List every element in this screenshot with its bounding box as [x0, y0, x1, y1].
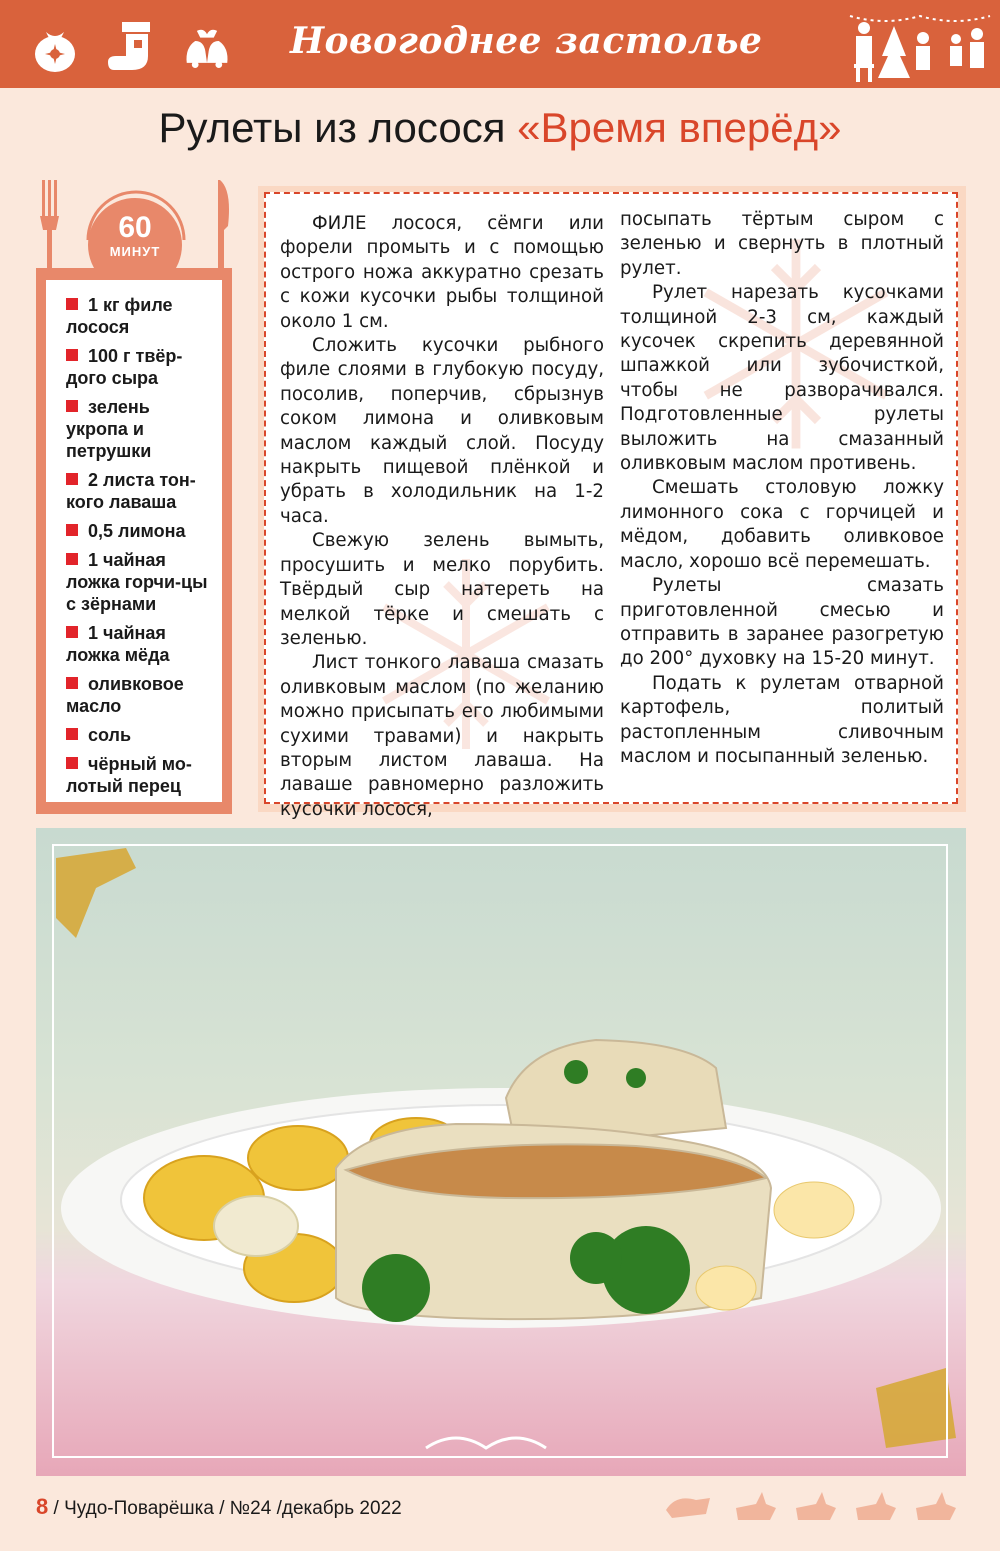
- bullet-icon: [66, 298, 78, 310]
- ingredient-item: оливковое масло: [66, 674, 184, 716]
- dish-photo: [36, 828, 966, 1476]
- bullet-icon: [66, 524, 78, 536]
- gift-bag-icon: [28, 18, 82, 74]
- cooking-time-unit: МИНУТ: [109, 244, 161, 259]
- bullet-icon: [66, 757, 78, 769]
- instruction-paragraph: Рулеты смазать приготовленной смесью и отправить в заранее разогретую до 200° духовку на 15-20 минут.: [620, 575, 944, 670]
- footer-publication: / Чудо-Поварёшка / №24 /декабрь 2022: [48, 1498, 402, 1519]
- instructions-inner: [264, 192, 958, 820]
- instruction-paragraph: Сложить кусочки рыбного филе слоями в глубокую посуду, посолив, поперчив, сбрызнув соком лимона и оливковым маслом каждый слой. Посуду накрыть пищевой плёнкой и убрать в холодильник на 1-2 часа.: [280, 335, 604, 527]
- instructions-column-left: [280, 212, 604, 822]
- instructions-column-right: [620, 208, 944, 769]
- page-footer: [36, 1494, 402, 1520]
- header-icons-right: [850, 12, 990, 84]
- bullet-icon: [66, 473, 78, 485]
- family-christmas-icon: [850, 12, 990, 84]
- bullet-icon: [66, 400, 78, 412]
- instructions-panel: [258, 186, 966, 820]
- instruction-paragraph: ФИЛЕ лосося, сёмги или форели промыть и с помощью острого ножа аккуратно срезать с кожи кусочки рыбы толщиной около 1 см.: [280, 213, 604, 332]
- ingredient-item: чёрный мо-лотый перец: [66, 754, 192, 796]
- recipe-title: [0, 104, 1000, 152]
- instruction-paragraph: Рулет нарезать кусочками толщиной 2-3 см, каждый кусочек скрепить деревянной шпажкой или зубочисткой, чтобы не разворачивался. Подготовленные рулеты выложить на смазанный оливковым маслом противень.: [620, 282, 944, 475]
- instruction-paragraph: Лист тонкого лаваша смазать оливковым маслом (по желанию можно присыпать его любимыми сухими травами) и накрыть вторым листом лаваша. На лаваше равномерно разложить кусочки лосося,: [280, 652, 604, 820]
- header-icons-left: [28, 18, 234, 74]
- ingredient-item: 100 г твёр-дого сыра: [66, 346, 183, 388]
- ingredient-item: 1 кг филе лосося: [66, 295, 173, 337]
- instruction-paragraph: Свежую зелень вымыть, просушить и мелко порубить. Твёрдый сыр натереть на мелкой тёрке и смешать с зеленью.: [280, 530, 604, 649]
- bullet-icon: [66, 349, 78, 361]
- instruction-paragraph: Подать к рулетам отварной картофель, политый растопленным сливочным маслом и посыпанный зеленью.: [620, 672, 944, 767]
- bells-icon: [180, 18, 234, 74]
- bullet-icon: [66, 677, 78, 689]
- ingredient-item: 2 листа тон-кого лаваша: [66, 470, 196, 512]
- ingredients-inner: [46, 280, 222, 802]
- bullet-icon: [66, 728, 78, 740]
- bullet-icon: [66, 626, 78, 638]
- ingredient-item: 0,5 лимона: [66, 520, 214, 542]
- bullet-icon: [66, 553, 78, 565]
- ingredient-item: 1 чайная ложка горчи-цы с зёрнами: [66, 550, 208, 614]
- santa-sleigh-icon: [666, 1480, 966, 1526]
- ingredients-list: [46, 280, 222, 797]
- stocking-icon: [104, 18, 158, 74]
- cooking-time-value: 60: [118, 211, 152, 244]
- recipe-title-accent: «Время вперёд»: [517, 104, 842, 151]
- instruction-paragraph: Смешать столовую ложку лимонного сока с горчицей и мёдом, добавить оливковое масло, хорошо всё перемешать.: [620, 477, 944, 572]
- section-header: [0, 0, 1000, 88]
- ingredient-item: зелень укропа и петрушки: [66, 397, 152, 461]
- ingredient-item: 1 чайная ложка мёда: [66, 623, 170, 665]
- instruction-paragraph: посыпать тёртым сыром с зеленью и свернуть в плотный рулет.: [620, 209, 944, 279]
- page-number: 8: [36, 1494, 49, 1519]
- ingredient-item: соль: [66, 724, 214, 746]
- section-title: Новогоднее застолье: [290, 20, 763, 62]
- recipe-title-main: Рулеты из лосося: [158, 104, 518, 151]
- ingredients-panel: [36, 268, 232, 814]
- photo-frame: [52, 844, 948, 1458]
